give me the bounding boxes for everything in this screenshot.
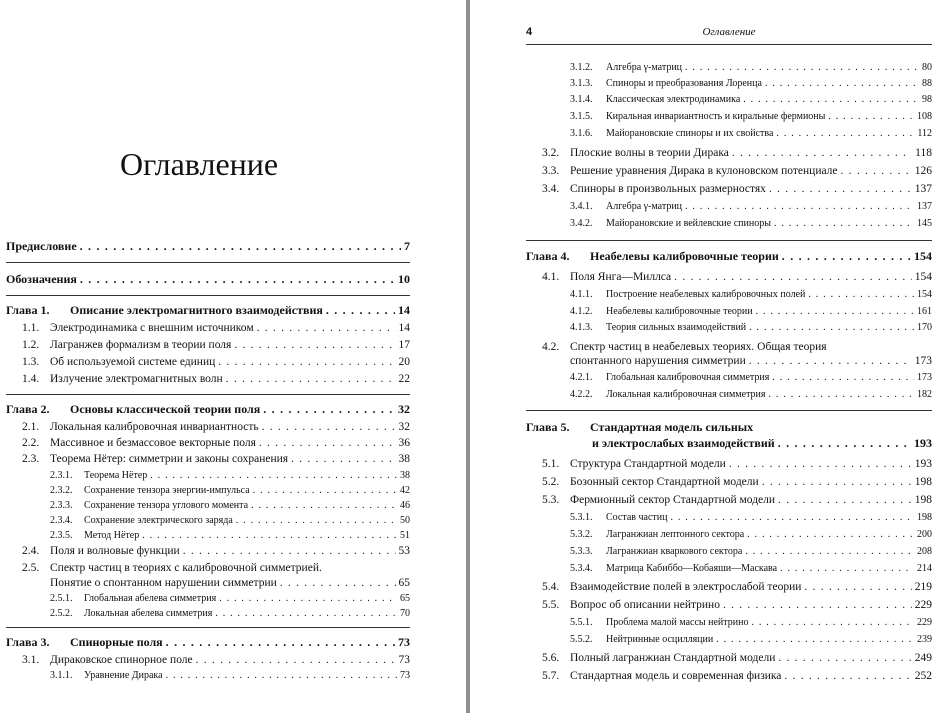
toc-chapter-5-continuation[interactable]: и электрослабых взаимодействий . . . 193 <box>592 436 932 452</box>
toc-subsection[interactable]: 2.5.1. Глобальная абелева симметрия . . . 65 <box>50 593 410 609</box>
toc-section[interactable]: 2.5. Спектр частиц в теориях с калибровочной симметрией. <box>22 562 322 574</box>
toc-subsection[interactable]: 4.1.1. Построение неабелевых калибровочных полей . . . 154 <box>570 289 932 305</box>
toc-section[interactable]: 3.1. Дираковское спинорное поле . . . 73 <box>22 654 410 670</box>
divider <box>526 410 932 411</box>
running-header <box>526 26 932 44</box>
toc-section[interactable]: 2.4. Поля и волновые функции . . . 53 <box>22 545 410 561</box>
toc-subsection[interactable]: 3.1.5. Киральная инвариантность и киральные фермионы . . . 108 <box>570 111 932 127</box>
page-title: Оглавление <box>120 146 279 182</box>
header-rule <box>526 44 932 45</box>
toc-section[interactable]: 5.7. Стандартная модель и современная физика . . . 252 <box>542 670 932 686</box>
toc-chapter-5[interactable]: Глава 5. Стандартная модель сильных <box>526 420 754 434</box>
toc-subsection[interactable]: 3.1.3. Спиноры и преобразования Лоренца . . . 88 <box>570 78 932 94</box>
toc-subsection[interactable]: 5.3.2. Лагранжиан лептонного сектора . . . 200 <box>570 529 932 545</box>
divider <box>6 262 410 263</box>
toc-section[interactable]: 5.3. Фермионный сектор Стандартной модели . . . 198 <box>542 494 932 510</box>
toc-subsection[interactable]: 5.5.2. Нейтринные осцилляции . . . 239 <box>570 634 932 650</box>
toc-section[interactable]: 2.3. Теорема Нётер: симметрии и законы сохранения . . . 38 <box>22 453 410 469</box>
toc-chapter-2[interactable]: Глава 2. Основы классической теории поля . . . 32 <box>6 402 410 418</box>
toc-section[interactable]: 4.1. Поля Янга—Миллса . . . 154 <box>542 271 932 287</box>
toc-section[interactable]: 4.2. Спектр частиц в неабелевых теориях. Общая теория <box>542 341 827 353</box>
toc-section[interactable]: 1.4. Излучение электромагнитных волн . . . 22 <box>22 373 410 389</box>
toc-subsection[interactable]: 4.1.3. Теория сильных взаимодействий . . . 170 <box>570 322 932 338</box>
toc-subsection[interactable]: 4.1.2. Неабелевы калибровочные теории . . . 161 <box>570 306 932 322</box>
toc-subsection[interactable]: 2.3.5. Метод Нётер . . . 51 <box>50 530 410 546</box>
divider <box>526 240 932 241</box>
divider <box>6 295 410 296</box>
toc-section[interactable]: 5.1. Структура Стандартной модели . . . 193 <box>542 458 932 474</box>
toc-section[interactable]: 1.3. Об используемой системе единиц . . . 20 <box>22 356 410 372</box>
toc-chapter-4[interactable]: Глава 4. Неабелевы калибровочные теории . . . 154 <box>526 249 932 265</box>
running-title: Оглавление <box>702 26 756 38</box>
page-number: 4 <box>526 26 533 38</box>
toc-subsection[interactable]: 3.1.1. Уравнение Дирака . . . 73 <box>50 670 410 686</box>
toc-section[interactable]: 2.1. Локальная калибровочная инвариантность . . . 32 <box>22 421 410 437</box>
toc-subsection[interactable]: 3.1.2. Алгебра γ-матриц . . . 80 <box>570 62 932 78</box>
toc-section[interactable]: 5.6. Полный лагранжиан Стандартной модели . . . 249 <box>542 652 932 668</box>
toc-entry-notation[interactable]: Обозначения . . . 10 <box>6 272 410 288</box>
toc-subsection[interactable]: 2.3.1. Теорема Нётер . . . 38 <box>50 470 410 486</box>
toc-subsection[interactable]: 5.3.1. Состав частиц . . . 198 <box>570 512 932 528</box>
toc-section[interactable]: 1.1. Электродинамика с внешним источником . . . 14 <box>22 322 410 338</box>
toc-subsection[interactable]: 2.5.2. Локальная абелева симметрия . . . 70 <box>50 608 410 624</box>
toc-section[interactable]: 5.2. Бозонный сектор Стандартной модели . . . 198 <box>542 476 932 492</box>
toc-chapter-1[interactable]: Глава 1. Описание электромагнитного взаимодействия . . . 14 <box>6 303 410 319</box>
toc-section[interactable]: 3.4. Спиноры в произвольных размерностях . . . 137 <box>542 183 932 199</box>
toc-section[interactable]: 2.2. Массивное и безмассовое векторные поля . . . 36 <box>22 437 410 453</box>
toc-subsection[interactable]: 3.4.1. Алгебра γ-матриц . . . 137 <box>570 201 932 217</box>
toc-subsection[interactable]: 3.4.2. Майорановские и вейлевские спиноры . . . 145 <box>570 218 932 234</box>
toc-subsection[interactable]: 4.2.1. Глобальная калибровочная симметрия . . . 173 <box>570 372 932 388</box>
toc-section[interactable]: 5.5. Вопрос об описании нейтрино . . . 229 <box>542 599 932 615</box>
divider <box>6 627 410 628</box>
toc-entry-preface[interactable]: Предисловие . . . 7 <box>6 239 410 255</box>
divider <box>6 394 410 395</box>
toc-section[interactable]: 3.2. Плоские волны в теории Дирака . . . 118 <box>542 147 932 163</box>
toc-subsection[interactable]: 5.3.4. Матрица Кабиббо—Кобаяши—Маскава . . . 214 <box>570 563 932 579</box>
toc-subsection[interactable]: 5.3.3. Лагранжиан кваркового сектора . . . 208 <box>570 546 932 562</box>
toc-chapter-3[interactable]: Глава 3. Спинорные поля . . . 73 <box>6 635 410 651</box>
toc-subsection[interactable]: 4.2.2. Локальная калибровочная симметрия . . . 182 <box>570 389 932 405</box>
toc-subsection[interactable]: 2.3.2. Сохранение тензора энергии-импульса . . . 42 <box>50 485 410 501</box>
toc-section-continuation[interactable]: спонтанного нарушения симметрии . . . 173 <box>570 355 932 371</box>
toc-section-continuation[interactable]: Понятие о спонтанном нарушении симметрии . . . 65 <box>50 577 410 593</box>
toc-section[interactable]: 3.3. Решение уравнения Дирака в кулоновском потенциале . . . 126 <box>542 165 932 181</box>
toc-subsection[interactable]: 2.3.4. Сохранение электрического заряда . . . 50 <box>50 515 410 531</box>
toc-section[interactable]: 1.2. Лагранжев формализм в теории поля . . . 17 <box>22 339 410 355</box>
toc-subsection[interactable]: 3.1.6. Майорановские спиноры и их свойства . . . 112 <box>570 128 932 144</box>
toc-subsection[interactable]: 2.3.3. Сохранение тензора углового момента . . . 46 <box>50 500 410 516</box>
toc-subsection[interactable]: 3.1.4. Классическая электродинамика . . . 98 <box>570 94 932 110</box>
toc-section[interactable]: 5.4. Взаимодействие полей в электрослабой теории . . . 219 <box>542 581 932 597</box>
toc-subsection[interactable]: 5.5.1. Проблема малой массы нейтрино . . . 229 <box>570 617 932 633</box>
